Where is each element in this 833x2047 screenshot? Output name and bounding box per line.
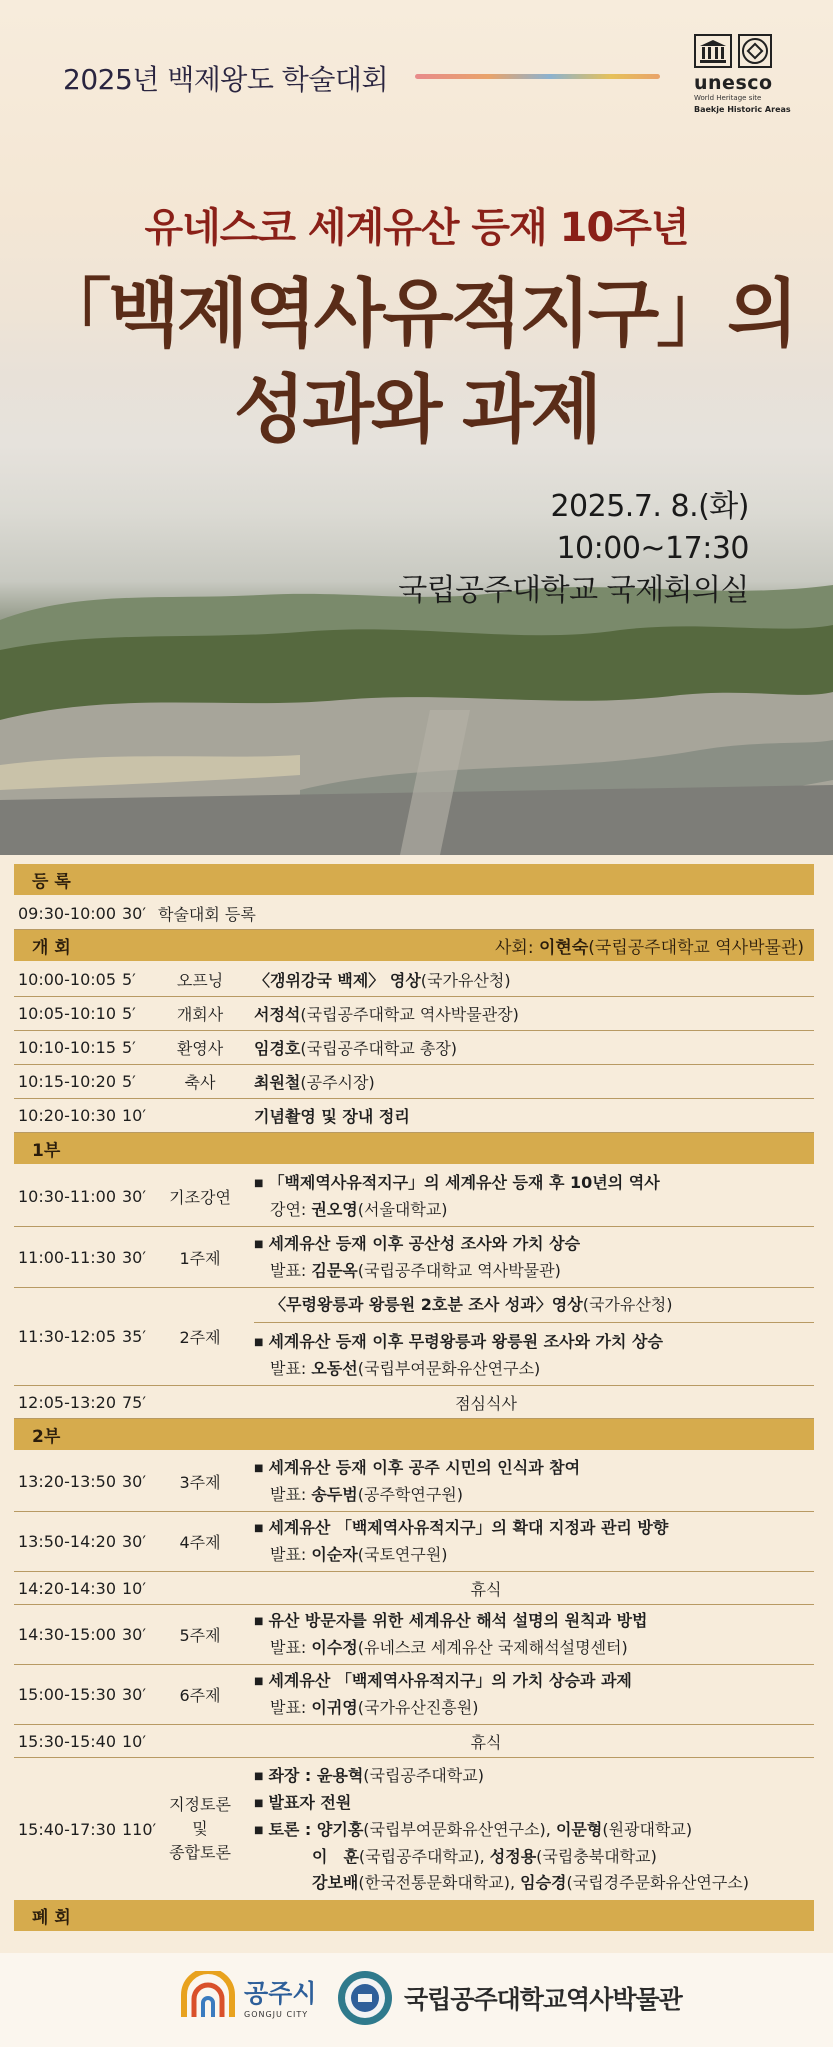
row-body xyxy=(242,1036,814,1059)
hero-title-line1: 「백제역사유적지구」의 xyxy=(37,271,796,357)
row-duration: 30′ xyxy=(122,1625,146,1644)
panel-name: 이 훈 xyxy=(312,1846,359,1866)
host-name: 이현숙 xyxy=(538,938,589,958)
row-name: 최원철 xyxy=(254,1073,301,1092)
row-time: 13:50-14:20 xyxy=(18,1532,116,1551)
panel-line xyxy=(254,1870,814,1896)
speaker-label: 강연: xyxy=(270,1199,312,1219)
talk-title: ■ 유산 방문자를 위한 세계유산 해석 설명의 원칙과 방법 xyxy=(254,1608,814,1635)
table-row xyxy=(14,1166,814,1227)
event-info xyxy=(398,486,749,612)
talk-title: ■ 세계유산 「백제역사유적지구」의 가치 상승과 과제 xyxy=(254,1668,814,1695)
chair-line xyxy=(254,1763,814,1790)
row-duration: 10′ xyxy=(122,1731,146,1751)
university-seal-icon xyxy=(336,1969,394,2027)
row-role: 개회사 xyxy=(176,1005,224,1024)
row-role: 3주제 xyxy=(179,1473,221,1492)
row-duration: 30′ xyxy=(122,1685,146,1704)
decorative-line xyxy=(415,74,660,79)
table-row xyxy=(14,1288,814,1386)
row-duration: 110′ xyxy=(122,1819,157,1839)
speaker-name: 오동선 xyxy=(311,1358,358,1378)
row-name: 임경호 xyxy=(254,1039,301,1058)
unesco-area: Baekje Historic Areas xyxy=(694,105,791,114)
gongju-city-logo xyxy=(178,1971,316,2021)
speaker-name: 이수정 xyxy=(311,1638,358,1657)
row-time: 09:30-10:00 xyxy=(18,903,116,923)
speaker-affil: (국토연구원) xyxy=(357,1545,448,1564)
talk-title: ■ 세계유산 등재 이후 무령왕릉과 왕릉원 조사와 가치 상승 xyxy=(254,1329,814,1356)
row-body xyxy=(242,968,814,991)
section-closing xyxy=(14,1900,814,1931)
hero-subtitle: 유네스코 세계유산 등재 10주년 xyxy=(144,205,689,251)
row-time: 10:20-10:30 xyxy=(18,1106,116,1125)
host-label: 사회: xyxy=(495,938,539,958)
row-role: 1주제 xyxy=(179,1248,221,1268)
row-duration: 30′ xyxy=(122,903,146,923)
row-time: 12:05-13:20 xyxy=(18,1392,116,1412)
row-body xyxy=(242,1231,814,1284)
row-duration: 30′ xyxy=(122,1472,146,1491)
table-row xyxy=(14,1725,814,1758)
role-line: 종합토론 xyxy=(169,1843,231,1862)
speaker-label: 발표: xyxy=(270,1638,312,1657)
row-body xyxy=(242,1104,814,1127)
schedule-table xyxy=(14,864,814,1933)
panel-affil: (국립충북대학교) xyxy=(536,1846,657,1866)
row-time: 13:20-13:50 xyxy=(18,1472,116,1491)
row-role xyxy=(158,1793,242,1865)
hero-title-line2: 성과와 과제 xyxy=(233,367,600,453)
speaker-affil: (유네스코 세계유산 국제해석설명센터) xyxy=(357,1638,628,1657)
panel-affil: (원광대학교) xyxy=(602,1819,693,1839)
chair-name: 윤용혁 xyxy=(316,1765,364,1785)
unesco-logo xyxy=(694,34,814,114)
section-label: 2부 xyxy=(32,1427,61,1447)
row-duration: 30′ xyxy=(122,1532,146,1551)
row-affil: (국립공주대학교 역사박물관장) xyxy=(300,1005,519,1024)
role-line: 및 xyxy=(192,1819,208,1838)
row-role: 6주제 xyxy=(179,1686,221,1705)
speaker-name: 이순자 xyxy=(311,1545,358,1564)
panel-name: 이문형 xyxy=(555,1819,603,1839)
panel-line xyxy=(254,1844,814,1870)
speaker-label: 발표: xyxy=(270,1260,312,1280)
speaker-label: 발표: xyxy=(270,1358,312,1378)
video-line xyxy=(254,1292,814,1323)
row-name: 서정석 xyxy=(254,1005,301,1024)
table-row xyxy=(14,1031,814,1065)
row-role: 4주제 xyxy=(179,1533,221,1552)
row-duration: 30′ xyxy=(122,1186,146,1206)
row-time: 10:05-10:10 xyxy=(18,1004,116,1023)
panel-affil: (국립공주대학교), xyxy=(358,1846,490,1866)
video-affil: (국가유산청) xyxy=(582,1294,673,1314)
row-time: 11:00-11:30 xyxy=(18,1247,116,1267)
presenters-line: ■ 발표자 전원 xyxy=(254,1790,814,1817)
row-text: 휴식 xyxy=(470,1579,502,1599)
event-title: 2025년 백제왕도 학술대회 xyxy=(63,63,388,96)
row-duration: 10′ xyxy=(122,1106,146,1125)
table-row xyxy=(14,1065,814,1099)
panel-affil: (국립경주문화유산연구소) xyxy=(566,1872,750,1892)
row-body xyxy=(242,1292,814,1382)
section-label: 폐 회 xyxy=(32,1908,71,1928)
row-duration: 75′ xyxy=(122,1392,146,1412)
panel-label: 토론 : xyxy=(268,1819,317,1839)
row-body xyxy=(242,1515,814,1568)
row-affil: (공주시장) xyxy=(300,1073,375,1092)
section-opening xyxy=(14,930,814,961)
row-duration: 35′ xyxy=(122,1327,146,1346)
table-row xyxy=(14,897,814,930)
table-row xyxy=(14,1605,814,1665)
talk-title: ■ 세계유산 등재 이후 공산성 조사와 가치 상승 xyxy=(254,1231,814,1258)
speaker-affil: (국립부여문화유산연구소) xyxy=(357,1358,541,1378)
speaker-affil: (공주학연구원) xyxy=(357,1485,463,1504)
section-label: 개 회 xyxy=(32,938,71,958)
panel-affil: (국립부여문화유산연구소), xyxy=(363,1819,556,1839)
row-role: 기조강연 xyxy=(169,1187,231,1207)
world-heritage-emblem-icon xyxy=(738,34,772,68)
unesco-caption: World Heritage site xyxy=(694,94,762,102)
panel-affil: (한국전통문화대학교), xyxy=(358,1872,521,1892)
row-duration: 5′ xyxy=(122,1004,136,1023)
gongju-arch-icon xyxy=(178,1971,238,2021)
table-row xyxy=(14,997,814,1031)
talk-title: ■ 세계유산 등재 이후 공주 시민의 인식과 참여 xyxy=(254,1455,814,1482)
row-time: 14:30-15:00 xyxy=(18,1625,116,1644)
event-time: 10:00~17:30 xyxy=(556,531,749,566)
row-body xyxy=(242,1002,814,1025)
section-part1 xyxy=(14,1133,814,1164)
row-duration: 5′ xyxy=(122,1072,136,1091)
row-body xyxy=(242,1455,814,1508)
panel-line xyxy=(254,1817,814,1844)
panel-name: 강보배 xyxy=(312,1872,359,1892)
event-venue: 국립공주대학교 국제회의실 xyxy=(398,573,749,608)
section-registration xyxy=(14,864,814,895)
chair-affil: (국립공주대학교) xyxy=(363,1765,484,1785)
table-row xyxy=(14,1572,814,1605)
speaker-label: 발표: xyxy=(270,1545,312,1564)
row-text: 휴식 xyxy=(470,1732,502,1752)
row-body xyxy=(242,1608,814,1661)
host-info xyxy=(495,933,804,958)
speaker-line xyxy=(254,1695,814,1721)
footer xyxy=(0,1953,833,2047)
panel-name: 임승경 xyxy=(520,1872,567,1892)
talk-title: ■ 세계유산 「백제역사유적지구」의 확대 지정과 관리 방향 xyxy=(254,1515,814,1542)
speaker-name: 송두범 xyxy=(311,1485,358,1504)
chair-label: 좌장 : xyxy=(268,1765,317,1785)
museum-logo xyxy=(336,1969,682,2027)
section-label: 1부 xyxy=(32,1141,61,1161)
speaker-line xyxy=(254,1482,814,1508)
row-role: 오프닝 xyxy=(176,971,224,990)
speaker-line xyxy=(254,1635,814,1661)
gongju-name: 공주시 xyxy=(244,1978,317,2008)
museum-name: 국립공주대학교역사박물관 xyxy=(404,1985,682,2014)
table-row xyxy=(14,963,814,997)
table-row-discussion xyxy=(14,1758,814,1900)
video-title: 〈무령왕릉과 왕릉원 2호분 조사 성과〉영상 xyxy=(270,1294,583,1314)
row-time: 10:00-10:05 xyxy=(18,970,116,989)
row-duration: 5′ xyxy=(122,1038,136,1057)
row-time: 15:40-17:30 xyxy=(18,1819,116,1839)
speaker-line xyxy=(254,1258,814,1284)
row-body xyxy=(242,1070,814,1093)
gongju-en: GONGJU CITY xyxy=(244,2009,309,2019)
row-role: 5주제 xyxy=(179,1626,221,1645)
speaker-line xyxy=(254,1197,814,1223)
speaker-name: 권오영 xyxy=(311,1199,358,1219)
row-time: 14:20-14:30 xyxy=(18,1578,116,1598)
table-row xyxy=(14,1099,814,1133)
row-affil: (국가유산청) xyxy=(420,971,511,990)
row-time: 11:30-12:05 xyxy=(18,1327,116,1346)
row-body xyxy=(242,1170,814,1223)
speaker-name: 김문옥 xyxy=(311,1260,358,1280)
row-text: 점심식사 xyxy=(455,1393,517,1413)
row-duration: 10′ xyxy=(122,1578,146,1598)
table-row xyxy=(14,1512,814,1572)
row-time: 15:30-15:40 xyxy=(18,1731,116,1751)
hero-section xyxy=(0,0,833,855)
speaker-line xyxy=(254,1542,814,1568)
role-line: 지정토론 xyxy=(169,1795,231,1814)
row-duration: 5′ xyxy=(122,970,136,989)
row-time: 10:15-10:20 xyxy=(18,1072,116,1091)
speaker-affil: (서울대학교) xyxy=(357,1199,448,1219)
section-label: 등 록 xyxy=(32,872,71,892)
row-role: 축사 xyxy=(184,1073,216,1092)
table-row xyxy=(14,1452,814,1512)
panel-name: 성정용 xyxy=(489,1846,537,1866)
panel-name: 양기홍 xyxy=(316,1819,364,1839)
hero-title xyxy=(0,266,833,458)
host-affil: (국립공주대학교 역사박물관) xyxy=(588,938,804,958)
unesco-temple-icon xyxy=(694,34,732,68)
row-name: 기념촬영 및 장내 정리 xyxy=(254,1107,410,1126)
row-role: 2주제 xyxy=(179,1328,221,1347)
row-time: 10:10-10:15 xyxy=(18,1038,116,1057)
table-row xyxy=(14,1386,814,1419)
speaker-label: 발표: xyxy=(270,1485,312,1504)
row-text: 학술대회 등록 xyxy=(158,904,256,924)
unesco-wordmark: unesco xyxy=(694,72,773,94)
row-name: 〈갱위강국 백제〉 영상 xyxy=(254,971,421,990)
table-row xyxy=(14,1665,814,1725)
row-body xyxy=(242,1763,814,1896)
row-time: 10:30-11:00 xyxy=(18,1186,116,1206)
speaker-affil: (국립공주대학교 역사박물관) xyxy=(357,1260,561,1280)
row-duration: 30′ xyxy=(122,1247,146,1267)
event-date: 2025.7. 8.(화) xyxy=(550,489,749,524)
table-row xyxy=(14,1227,814,1288)
section-part2 xyxy=(14,1419,814,1450)
speaker-affil: (국가유산진흥원) xyxy=(357,1698,479,1717)
speaker-label: 발표: xyxy=(270,1698,312,1717)
row-body xyxy=(242,1668,814,1721)
talk-title: ■ 「백제역사유적지구」의 세계유산 등재 후 10년의 역사 xyxy=(254,1170,814,1197)
speaker-name: 이귀영 xyxy=(311,1698,358,1717)
row-role: 환영사 xyxy=(176,1039,224,1058)
speaker-line xyxy=(254,1356,814,1382)
row-affil: (국립공주대학교 총장) xyxy=(300,1039,458,1058)
row-time: 15:00-15:30 xyxy=(18,1685,116,1704)
